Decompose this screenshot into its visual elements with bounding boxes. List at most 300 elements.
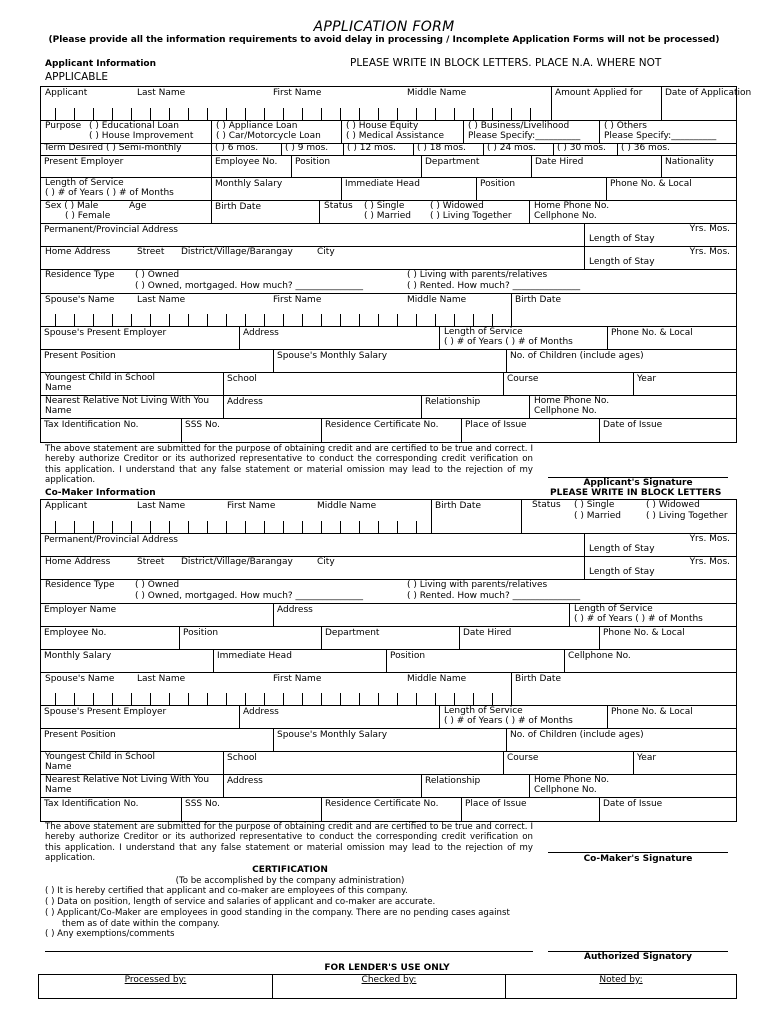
comaker-youngest-name-label: Name bbox=[45, 762, 72, 772]
letter-box-tick bbox=[131, 693, 132, 705]
term-desired-option[interactable] bbox=[41, 144, 211, 155]
home-address-row bbox=[41, 247, 736, 270]
nationality-label: Nationality bbox=[665, 157, 714, 167]
noted-by-label: Noted by: bbox=[599, 975, 643, 985]
permanent-address-field[interactable] bbox=[41, 224, 584, 246]
comaker-owned-mortgaged-option[interactable]: ( ) Owned, mortgaged. How much? _______________ bbox=[135, 591, 364, 601]
comaker-spouse-employer-label: Spouse's Present Employer bbox=[44, 707, 167, 717]
date-of-application-field[interactable] bbox=[661, 87, 752, 120]
comaker-place-issue-label: Place of Issue bbox=[465, 799, 527, 809]
term-30[interactable] bbox=[553, 144, 617, 155]
position-label: Position bbox=[295, 157, 331, 167]
nearest-relative-field[interactable] bbox=[41, 396, 223, 418]
letter-box-tick bbox=[131, 108, 132, 120]
comaker-relative-field[interactable] bbox=[41, 775, 223, 797]
letter-box-tick bbox=[302, 521, 303, 533]
business-option[interactable]: ( ) Business/Livelihood bbox=[468, 121, 570, 131]
comaker-living-with-parents-option[interactable]: ( ) Living with parents/relatives bbox=[407, 580, 548, 590]
residence-type-field bbox=[41, 270, 738, 293]
yrs-mos-label: Yrs. Mos. bbox=[689, 534, 730, 544]
years-months-options[interactable]: ( ) # of Years ( ) # of Months bbox=[45, 188, 174, 198]
comaker-permanent-address-row bbox=[41, 534, 736, 557]
letter-box-tick bbox=[302, 693, 303, 705]
please-specify-business[interactable]: Please Specify:__________ bbox=[468, 131, 581, 141]
letter-box-tick bbox=[207, 314, 208, 326]
sss-field[interactable] bbox=[181, 419, 321, 442]
employee-no-field[interactable] bbox=[211, 156, 291, 177]
checked-by-cell[interactable] bbox=[272, 975, 505, 998]
comaker-tin-label: Tax Identification No. bbox=[44, 799, 139, 809]
comaker-spouse-name-field[interactable] bbox=[41, 673, 511, 705]
relative-phone-field[interactable] bbox=[529, 396, 738, 418]
comaker-relative-row bbox=[41, 775, 736, 798]
course-label: Course bbox=[507, 374, 539, 384]
department-field[interactable] bbox=[421, 156, 531, 177]
spouse-address-label: Address bbox=[243, 328, 279, 338]
certification-title: CERTIFICATION bbox=[252, 865, 328, 875]
letter-box-tick bbox=[93, 693, 94, 705]
monthly-salary-field[interactable] bbox=[211, 178, 341, 200]
comaker-spouse-address-field[interactable] bbox=[239, 706, 439, 728]
comaker-residence-cert-field[interactable] bbox=[321, 798, 461, 821]
tin-row bbox=[41, 419, 736, 442]
cert-item-1[interactable]: ( ) It is hereby certified that applicant and co-maker are employees of this company. bbox=[45, 886, 408, 896]
comaker-youngest-row bbox=[41, 752, 736, 775]
applicant-name-row bbox=[41, 87, 752, 121]
sss-label: SSS No. bbox=[185, 420, 220, 430]
spouse-birth-date-label: Birth Date bbox=[515, 295, 561, 305]
place-of-issue-field[interactable] bbox=[461, 419, 599, 442]
nearest-relative-row bbox=[41, 396, 736, 419]
comaker-permanent-address-label: Permanent/Provincial Address bbox=[44, 535, 178, 545]
letter-box-tick bbox=[397, 108, 398, 120]
applicant-name-field[interactable] bbox=[41, 87, 551, 120]
present-position-field[interactable] bbox=[41, 350, 273, 372]
last-name-label: Last Name bbox=[137, 88, 186, 98]
comaker-district-label: District/Village/Barangay bbox=[181, 557, 293, 567]
amount-applied-field[interactable] bbox=[551, 87, 661, 120]
spouse-phone-label: Phone No. & Local bbox=[611, 328, 693, 338]
relative-name-label: Name bbox=[45, 406, 72, 416]
comaker-employer-row bbox=[41, 604, 736, 627]
letter-box-tick bbox=[188, 108, 189, 120]
letter-box-tick bbox=[511, 108, 512, 120]
comaker-spouse-service-field[interactable] bbox=[439, 706, 607, 728]
middle-name-label: Middle Name bbox=[407, 88, 467, 98]
term-18-label: ( ) 18 mos. bbox=[417, 143, 466, 153]
permanent-stay-field[interactable] bbox=[584, 224, 738, 246]
home-stay-field[interactable] bbox=[584, 247, 738, 269]
comaker-employee-row bbox=[41, 627, 736, 650]
spouse-employer-row bbox=[41, 327, 736, 350]
comaker-date-hired-label: Date Hired bbox=[463, 628, 512, 638]
comaker-date-hired-field[interactable] bbox=[459, 627, 599, 649]
comaker-employer-name-field[interactable] bbox=[41, 604, 273, 626]
comaker-year-field[interactable] bbox=[633, 752, 738, 774]
living-together-option[interactable]: ( ) Living Together bbox=[430, 211, 512, 221]
comaker-position-field[interactable] bbox=[179, 627, 321, 649]
comaker-phone-field[interactable] bbox=[599, 627, 738, 649]
letter-box-tick bbox=[378, 693, 379, 705]
status-label: Status bbox=[324, 201, 353, 211]
birth-date-label: Birth Date bbox=[215, 202, 261, 212]
comaker-table bbox=[40, 499, 737, 822]
letter-box-tick bbox=[416, 693, 417, 705]
comaker-spouse-years-months[interactable]: ( ) # of Years ( ) # of Months bbox=[444, 716, 573, 726]
comaker-cellphone-field[interactable] bbox=[564, 650, 738, 672]
spouse-employer-field[interactable] bbox=[41, 327, 239, 349]
term-36[interactable] bbox=[617, 144, 738, 155]
term-12-label: ( ) 12 mos. bbox=[347, 143, 396, 153]
youngest-child-row bbox=[41, 373, 736, 396]
spouse-first-name-label: First Name bbox=[273, 295, 322, 305]
letter-box-tick bbox=[416, 314, 417, 326]
comaker-tin-field[interactable] bbox=[41, 798, 181, 821]
relative-home-phone-label: Home Phone No. bbox=[534, 396, 610, 406]
residence-cert-field[interactable] bbox=[321, 419, 461, 442]
term-36-label: ( ) 36 mos. bbox=[621, 143, 670, 153]
processed-by-label: Processed by: bbox=[124, 975, 187, 985]
block-letters-instruction: PLEASE WRITE IN BLOCK LETTERS. PLACE N.A. WHERE NOT bbox=[350, 57, 662, 69]
comaker-relative-address-label: Address bbox=[227, 776, 263, 786]
term-24[interactable] bbox=[483, 144, 553, 155]
year-field[interactable] bbox=[633, 373, 738, 395]
comaker-permanent-address-field[interactable] bbox=[41, 534, 584, 556]
letter-box-tick bbox=[340, 314, 341, 326]
comaker-residence-cert-label: Residence Certificate No. bbox=[325, 799, 439, 809]
term-9[interactable] bbox=[281, 144, 343, 155]
letter-box-tick bbox=[150, 108, 151, 120]
form-title: APPLICATION FORM bbox=[313, 19, 455, 35]
comaker-youngest-label: Youngest Child in School bbox=[45, 752, 156, 762]
comaker-home-stay-field[interactable] bbox=[584, 557, 738, 579]
spouse-years-months-options[interactable]: ( ) # of Years ( ) # of Months bbox=[444, 337, 573, 347]
letter-box-tick bbox=[340, 108, 341, 120]
phone-local-field[interactable] bbox=[606, 178, 738, 200]
owned-option[interactable]: ( ) Owned bbox=[135, 270, 180, 280]
letter-box-tick bbox=[245, 521, 246, 533]
phone-local-label: Phone No. & Local bbox=[610, 179, 692, 189]
letter-box-tick bbox=[74, 314, 75, 326]
letter-box-tick bbox=[321, 693, 322, 705]
comaker-employer-address-field[interactable] bbox=[273, 604, 569, 626]
date-of-issue-field[interactable] bbox=[599, 419, 738, 442]
letter-box-tick bbox=[321, 108, 322, 120]
widowed-option[interactable]: ( ) Widowed bbox=[430, 201, 484, 211]
letter-box-tick bbox=[378, 108, 379, 120]
letter-box-tick bbox=[435, 693, 436, 705]
house-equity-option[interactable]: ( ) House Equity bbox=[346, 121, 419, 131]
letter-box-tick bbox=[93, 108, 94, 120]
comments-line bbox=[45, 951, 533, 952]
service-row bbox=[41, 178, 736, 201]
letter-box-tick bbox=[112, 521, 113, 533]
length-of-service-field[interactable] bbox=[41, 178, 211, 200]
letter-box-tick bbox=[150, 521, 151, 533]
letter-box-tick bbox=[283, 521, 284, 533]
letter-box-tick bbox=[112, 108, 113, 120]
comaker-children-label: No. of Children (include ages) bbox=[510, 730, 644, 740]
letter-box-tick bbox=[55, 693, 56, 705]
comaker-relative-address-field[interactable] bbox=[223, 775, 421, 797]
spouse-phone-field[interactable] bbox=[607, 327, 738, 349]
applicant-label: Applicant bbox=[45, 88, 88, 98]
living-with-parents-option[interactable]: ( ) Living with parents/relatives bbox=[407, 270, 548, 280]
comaker-head-position-field[interactable] bbox=[386, 650, 564, 672]
cert-item-2[interactable]: ( ) Data on position, length of service and salaries of applicant and co-maker are accurate. bbox=[45, 897, 436, 907]
comaker-residence-type-field bbox=[41, 580, 738, 603]
present-employer-field[interactable] bbox=[41, 156, 211, 177]
place-of-issue-label: Place of Issue bbox=[465, 420, 527, 430]
tin-label: Tax Identification No. bbox=[44, 420, 139, 430]
comaker-permanent-stay-field[interactable] bbox=[584, 534, 738, 556]
letter-box-tick bbox=[321, 314, 322, 326]
medical-assistance-option[interactable]: ( ) Medical Assistance bbox=[346, 131, 445, 141]
letter-box-tick bbox=[207, 108, 208, 120]
comaker-spouse-employer-row bbox=[41, 706, 736, 729]
house-equity-cell bbox=[341, 121, 463, 143]
tin-field[interactable] bbox=[41, 419, 181, 442]
term-24-label: ( ) 24 mos. bbox=[487, 143, 536, 153]
home-address-label: Home Address bbox=[45, 247, 111, 257]
comaker-status-label: Status bbox=[532, 500, 561, 510]
term-12[interactable] bbox=[343, 144, 413, 155]
course-field[interactable] bbox=[503, 373, 633, 395]
cert-item-3[interactable]: ( ) Applicant/Co-Maker are employees in good standing in the company. There are no pending cases against bbox=[45, 908, 510, 918]
letter-box-tick bbox=[207, 693, 208, 705]
letter-box-tick bbox=[207, 521, 208, 533]
letter-box-tick bbox=[74, 108, 75, 120]
children-field[interactable] bbox=[506, 350, 738, 372]
date-hired-field[interactable] bbox=[531, 156, 661, 177]
comaker-spouse-middle-label: Middle Name bbox=[407, 674, 467, 684]
residence-type-row bbox=[41, 270, 736, 294]
comaker-head-position-label: Position bbox=[390, 651, 426, 661]
spouse-salary-field[interactable] bbox=[273, 350, 506, 372]
comaker-salary-row bbox=[41, 650, 736, 673]
head-position-field[interactable] bbox=[476, 178, 606, 200]
comaker-spouse-salary-field[interactable] bbox=[273, 729, 506, 751]
comaker-present-position-field[interactable] bbox=[41, 729, 273, 751]
comaker-monthly-salary-label: Monthly Salary bbox=[44, 651, 112, 661]
letter-box-tick bbox=[93, 314, 94, 326]
letter-box-tick bbox=[74, 521, 75, 533]
comaker-sss-field[interactable] bbox=[181, 798, 321, 821]
letter-box-tick bbox=[150, 693, 151, 705]
cert-item-4[interactable]: ( ) Any exemptions/comments bbox=[45, 929, 175, 939]
comaker-single-option[interactable]: ( ) Single bbox=[574, 500, 615, 510]
rented-option[interactable]: ( ) Rented. How much? _______________ bbox=[407, 281, 581, 291]
comaker-spouse-phone-field[interactable] bbox=[607, 706, 738, 728]
comaker-widowed-option[interactable]: ( ) Widowed bbox=[646, 500, 700, 510]
letter-box-tick bbox=[359, 521, 360, 533]
comaker-immediate-head-field[interactable] bbox=[213, 650, 386, 672]
present-position-label: Present Position bbox=[44, 351, 116, 361]
please-specify-others[interactable]: Please Specify:__________ bbox=[604, 131, 717, 141]
spouse-address-field[interactable] bbox=[239, 327, 439, 349]
comaker-employee-no-field[interactable] bbox=[41, 627, 179, 649]
school-field[interactable] bbox=[223, 373, 503, 395]
letter-box-tick bbox=[188, 314, 189, 326]
letter-box-tick bbox=[188, 693, 189, 705]
yrs-mos-label: Yrs. Mos. bbox=[689, 247, 730, 257]
home-address-field[interactable] bbox=[41, 247, 584, 269]
certification-subtitle: (To be accomplished by the company administration) bbox=[175, 876, 405, 886]
street-label: Street bbox=[137, 247, 165, 257]
comaker-applicant-label: Applicant bbox=[45, 501, 88, 511]
comaker-service-field[interactable] bbox=[569, 604, 738, 626]
immediate-head-field[interactable] bbox=[341, 178, 476, 200]
immediate-head-label: Immediate Head bbox=[345, 179, 420, 189]
comaker-birth-date-field[interactable] bbox=[431, 500, 521, 533]
permanent-address-row bbox=[41, 224, 736, 247]
owned-mortgaged-option[interactable]: ( ) Owned, mortgaged. How much? _______________ bbox=[135, 281, 364, 291]
comaker-relative-phone-field[interactable] bbox=[529, 775, 738, 797]
comaker-street-label: Street bbox=[137, 557, 165, 567]
processed-by-cell[interactable] bbox=[39, 975, 272, 998]
spouse-employer-label: Spouse's Present Employer bbox=[44, 328, 167, 338]
comaker-tin-row bbox=[41, 798, 736, 821]
applicant-table bbox=[40, 86, 752, 443]
term-desired-text: Term Desired ( ) Semi-monthly bbox=[44, 143, 182, 153]
sex-male-option[interactable]: Sex ( ) Male bbox=[45, 201, 99, 211]
comaker-year-label: Year bbox=[637, 753, 657, 763]
others-option[interactable]: ( ) Others bbox=[604, 121, 647, 131]
spouse-middle-name-label: Middle Name bbox=[407, 295, 467, 305]
married-option[interactable]: ( ) Married bbox=[364, 211, 412, 221]
letter-box-tick bbox=[340, 521, 341, 533]
applicable-label: APPLICABLE bbox=[45, 71, 108, 83]
letter-box-tick bbox=[264, 108, 265, 120]
comaker-spouse-salary-label: Spouse's Monthly Salary bbox=[277, 730, 388, 740]
comaker-spouse-birth-field[interactable] bbox=[511, 673, 738, 705]
spouse-salary-label: Spouse's Monthly Salary bbox=[277, 351, 388, 361]
cellphone-label: Cellphone No. bbox=[534, 211, 597, 221]
letter-box-tick bbox=[302, 314, 303, 326]
letter-box-tick bbox=[131, 314, 132, 326]
letter-box-tick bbox=[492, 693, 493, 705]
comaker-youngest-field[interactable] bbox=[41, 752, 223, 774]
applicant-statement: The above statement are submitted for the purpose of obtaining credit and are certified to be true and correct. I hereby authorize Creditor or its authorized representative to conduct the corresponding credit verification on this application. I understand that any false statement or material omission may lead to the rejection of my application. bbox=[45, 444, 533, 486]
cert-item-3-cont: them as of date within the company. bbox=[62, 919, 220, 929]
youngest-name-label: Name bbox=[45, 383, 72, 393]
comaker-spouse-employer-field[interactable] bbox=[41, 706, 239, 728]
comaker-birth-date-label: Birth Date bbox=[435, 501, 481, 511]
applicant-signature-label: Applicant's Signature bbox=[583, 478, 693, 488]
letter-box-tick bbox=[55, 521, 56, 533]
comaker-department-field[interactable] bbox=[321, 627, 459, 649]
spouse-name-field[interactable] bbox=[41, 294, 511, 326]
letter-box-tick bbox=[264, 693, 265, 705]
length-of-stay-label: Length of Stay bbox=[589, 234, 655, 244]
comaker-signature-label: Co-Maker's Signature bbox=[583, 854, 693, 864]
educational-loan-option[interactable]: ( ) Educational Loan bbox=[89, 121, 180, 131]
car-loan-option[interactable]: ( ) Car/Motorcycle Loan bbox=[216, 131, 321, 141]
comaker-children-field[interactable] bbox=[506, 729, 738, 751]
letter-box-tick bbox=[283, 693, 284, 705]
letter-box-tick bbox=[226, 108, 227, 120]
comaker-spouse-service-label: Length of Service bbox=[444, 706, 523, 716]
city-label: City bbox=[317, 247, 335, 257]
head-position-label: Position bbox=[480, 179, 516, 189]
term-18[interactable] bbox=[413, 144, 483, 155]
comaker-spouse-address-label: Address bbox=[243, 707, 279, 717]
birth-date-field[interactable] bbox=[211, 201, 319, 223]
comaker-living-together-option[interactable]: ( ) Living Together bbox=[646, 511, 728, 521]
first-name-label: First Name bbox=[273, 88, 322, 98]
term-6-label: ( ) 6 mos. bbox=[215, 143, 259, 153]
home-phone-field[interactable] bbox=[529, 201, 738, 223]
single-option[interactable]: ( ) Single bbox=[364, 201, 405, 211]
term-6[interactable] bbox=[211, 144, 281, 155]
comaker-home-address-field[interactable] bbox=[41, 557, 584, 579]
comaker-residence-type-row bbox=[41, 580, 736, 604]
comaker-place-issue-field[interactable] bbox=[461, 798, 599, 821]
comaker-sss-label: SSS No. bbox=[185, 799, 220, 809]
sex-female-option[interactable]: ( ) Female bbox=[65, 211, 111, 221]
noted-by-cell[interactable] bbox=[505, 975, 736, 998]
sex-row bbox=[41, 201, 736, 224]
comaker-school-field[interactable] bbox=[223, 752, 503, 774]
spouse-name-row bbox=[41, 294, 736, 327]
letter-box-tick bbox=[74, 693, 75, 705]
monthly-salary-label: Monthly Salary bbox=[215, 179, 283, 189]
authorized-signatory-label: Authorized Signatory bbox=[584, 952, 692, 962]
youngest-child-field[interactable] bbox=[41, 373, 223, 395]
comaker-years-months-options[interactable]: ( ) # of Years ( ) # of Months bbox=[574, 614, 703, 624]
letter-box-tick bbox=[245, 108, 246, 120]
relationship-field[interactable] bbox=[421, 396, 529, 418]
comaker-middle-name-label: Middle Name bbox=[317, 501, 377, 511]
comaker-name-field[interactable] bbox=[41, 500, 431, 533]
checked-by-label: Checked by: bbox=[361, 975, 417, 985]
comaker-relative-home-phone: Home Phone No. bbox=[534, 775, 610, 785]
letter-box-tick bbox=[397, 693, 398, 705]
letter-box-tick bbox=[283, 108, 284, 120]
letter-box-tick bbox=[416, 108, 417, 120]
nationality-field[interactable] bbox=[661, 156, 738, 177]
comaker-owned-option[interactable]: ( ) Owned bbox=[135, 580, 180, 590]
business-cell bbox=[463, 121, 599, 143]
comaker-date-issue-field[interactable] bbox=[599, 798, 738, 821]
comaker-rented-option[interactable]: ( ) Rented. How much? _______________ bbox=[407, 591, 581, 601]
relative-cellphone-label: Cellphone No. bbox=[534, 406, 597, 416]
letter-box-tick bbox=[359, 314, 360, 326]
spouse-service-field[interactable] bbox=[439, 327, 607, 349]
date-of-application-label: Date of Application bbox=[665, 88, 752, 98]
relative-address-field[interactable] bbox=[223, 396, 421, 418]
comaker-signature-line bbox=[548, 852, 728, 853]
comaker-first-name-label: First Name bbox=[227, 501, 276, 511]
residence-cert-label: Residence Certificate No. bbox=[325, 420, 439, 430]
letter-box-tick bbox=[226, 314, 227, 326]
comaker-monthly-salary-field[interactable] bbox=[41, 650, 213, 672]
appliance-loan-option[interactable]: ( ) Appliance Loan bbox=[216, 121, 298, 131]
spouse-birth-date-field[interactable] bbox=[511, 294, 738, 326]
letter-box-tick bbox=[131, 521, 132, 533]
position-field[interactable] bbox=[291, 156, 421, 177]
term-row bbox=[41, 144, 736, 156]
comaker-relationship-field[interactable] bbox=[421, 775, 529, 797]
letter-box-tick bbox=[264, 314, 265, 326]
comaker-course-field[interactable] bbox=[503, 752, 633, 774]
form-note: (Please provide all the information requirements to avoid delay in processing / Incomplete Application Forms will not be processed) bbox=[48, 35, 720, 45]
comaker-married-option[interactable]: ( ) Married bbox=[574, 511, 622, 521]
house-improvement-option[interactable]: ( ) House Improvement bbox=[89, 131, 194, 141]
comaker-school-label: School bbox=[227, 753, 257, 763]
comaker-length-service-label: Length of Service bbox=[574, 604, 653, 614]
letter-box-tick bbox=[473, 693, 474, 705]
